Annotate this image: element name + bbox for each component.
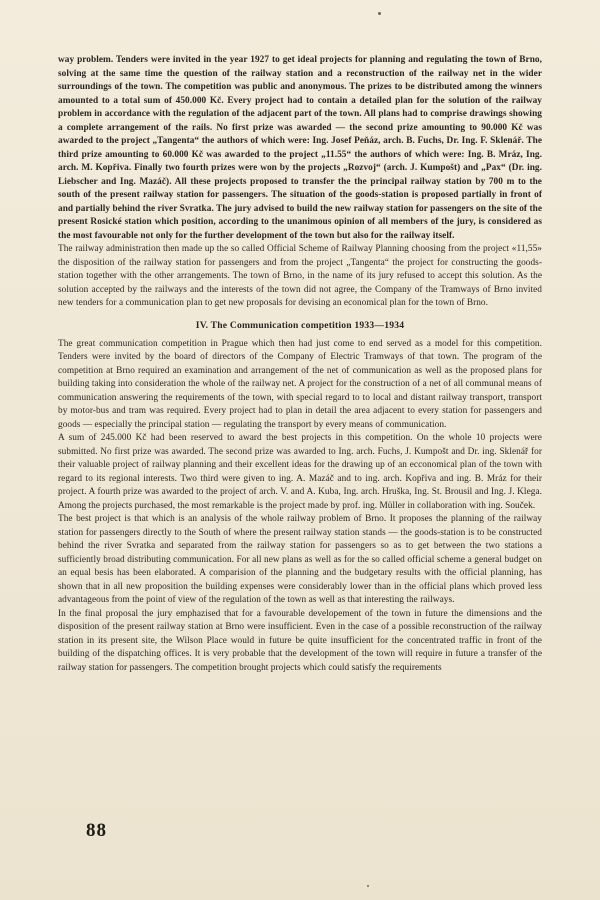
print-speck <box>378 12 381 15</box>
paragraph: The great communication competition in Prague which then had just come to end served as a model for this competition. Tenders were invited by the board of directors of the Company of Electric Tramways of that town. The program of the competition at Brno required an examination and arrangement of the net of communication as well as the proposed plans for building taking into consideration the whole of the railway net. A project for the construction of a net of all communal means of communication answering the requirements of the town, with special regard to to local and distant railway transport, transport by motor-bus and tram was required. Every project had to plan in detail the area adjacent to every station for passengers and goods — especially the principal station — regulating the transport by every means of communication. <box>58 338 542 430</box>
section-heading: IV. The Communication competition 1933—1934 <box>195 319 405 331</box>
body-text <box>58 54 542 675</box>
paragraph: way problem. Tenders were invited in the year 1927 to get ideal projects for planning and regulating the town of Brno, solving at the same time the question of the railway station and a reconstruction of the railway net in the wider surroundings of the town. The competition was public and anonymous. The prizes to be distributed among the winners amounted to a total sum of 450.000 Kč. Every project had to contain a detailed plan for the solution of the railway problem in accordance with the regulation of the adjacent part of the town. All plans had to comprise drawings showing a complete arrangement of the rails. No first prize was awarded — the second prize amounting to 90.000 Kč was awarded to the project „Tangenta“ the authors of which were: Ing. Josef Peňáz, arch. B. Fuchs, Dr. Ing. F. Sklenář. The third prize amounting to 60.000 Kč was awarded to the project „11.55“ the authors of which were: Ing. B. Mráz, Ing. arch. M. Kopřiva. Finally two fourth prizes were won by the projects „Rozvoj“ (arch. J. Kumpošt) and „Pax“ (Dr. ing. Liebscher and Ing. Mazáč). All these projects proposed to transfer the the principal railway station by 700 m to the south of the present railway station for passengers. The situation of the goods-station is proposed partially in front of and partially behind the river Svratka. The jury advised to build the new railway station for passengers on the site of the present Rosické station which position, according to the unanimous opinion of all members of the jury, is considered as the most favourable not only for the further development of the town but also for the railway itself. <box>58 55 542 241</box>
paragraph: A sum of 245.000 Kč had been reserved to award the best projects in this competition. On the whole 10 projects were submitted. No first prize was awarded. The second prize was awarded to Ing. arch. Fuchs, J. Kumpošt and Dr. ing. Sklenář for their valuable project of railway planning and their excellent ideas for the drawing up of an ecconomical plan of the town with regard to its regional interests. Two third were given to ing. A. Mazáč and to ing. arch. Kopřiva and ing. B. Mráz for their project. A fourth prize was awarded to the project of arch. V. and A. Kuba, Ing. arch. Hruška, Ing. St. Brousil and Ing. J. Klega. Among the projects purchased, the most remarkable is the project made by prof. ing. Müller in collaboration with ing. Souček. <box>58 433 542 511</box>
print-speck <box>367 885 369 887</box>
page-number: 88 <box>86 820 107 841</box>
paragraph: In the final proposal the jury emphazised that for a favourable developement of the town in future the dimensions and the disposition of the present railway station at Brno were insufficient. Even in the case of a possible reconstruction of the railway station in its present site, the Wilson Place would in future be quite insufficient for the concentrated traffic in front of the building of the dispatching offices. It is very probable that the development of the town will require in future a transfer of the railway station for passengers. The competition brought projects which could satisfy the requirements <box>58 608 542 673</box>
paragraph: The best project is that which is an analysis of the whole railway problem of Brno. It proposes the planning of the railway station for passengers directly to the South of where the present railway station stands — the goods-station is to be constructed behind the river Svratka and separated from the railway station for passengers so as to get between the two stations a sufficiently broad distributing communication. For all new plans as well as for the so called official scheme a general budget on an equal besis has been elaborated. A comparision of the planning and the budgetary results with the official planning, has shown that in all new proposition the building expenses were considerably lower than in the official plans which proved less advantageous from the point of view of the regulation of the town as well as that interesting the railways. <box>58 514 542 605</box>
paragraph: The railway administration then made up the so called Official Scheme of Railway Planning choosing from the project «11,55» the disposition of the railway station for passengers and from the project „Tangenta“ the project for constructing the goods-station together with the other arrangements. The town of Brno, in the name of its jury refused to accept this solution. As the solution accepted by the railways and the interests of the town did not agree, the Company of the Tramways of Brno invited new tenders for a communication plan to get new proposals for devising an economical plan for the town of Brno. <box>58 244 542 308</box>
